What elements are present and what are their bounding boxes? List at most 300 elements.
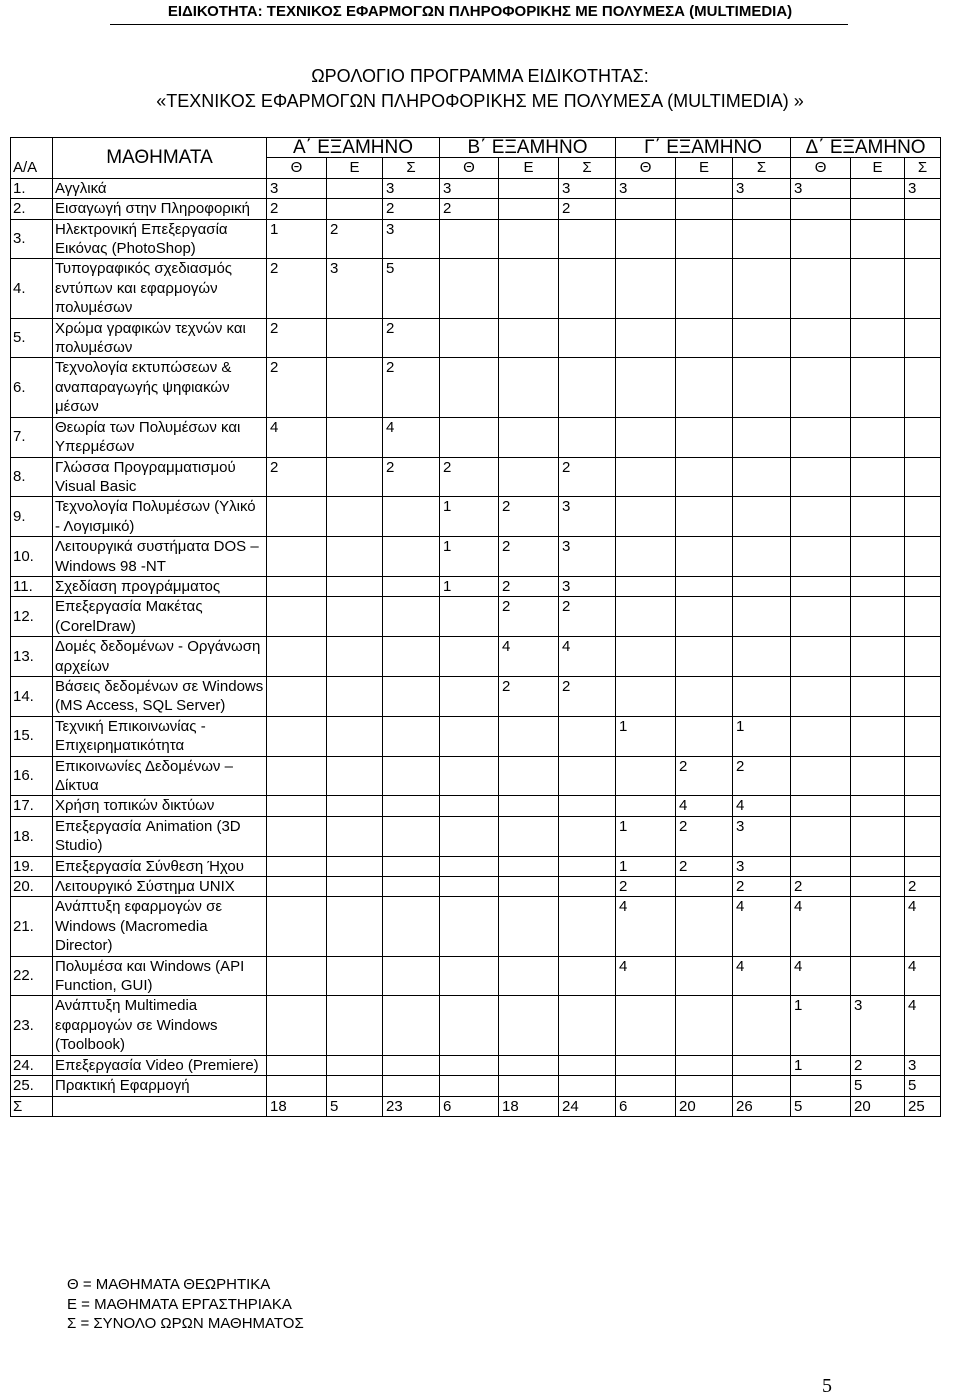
hours-cell: 2 bbox=[905, 877, 941, 897]
hours-cell bbox=[267, 996, 327, 1055]
hours-cell bbox=[267, 676, 327, 716]
hours-cell bbox=[791, 417, 851, 457]
row-number: 2. bbox=[11, 199, 53, 219]
hours-cell bbox=[559, 716, 616, 756]
hours-cell bbox=[851, 199, 905, 219]
subject-name: Δομές δεδομένων - Οργάνωση αρχείων bbox=[53, 637, 267, 677]
hours-cell bbox=[733, 417, 791, 457]
subject-name: Επεξεργασία Video (Premiere) bbox=[53, 1055, 267, 1075]
table-row bbox=[11, 956, 941, 996]
hours-cell bbox=[905, 417, 941, 457]
hours-cell bbox=[499, 996, 559, 1055]
hours-cell bbox=[905, 756, 941, 796]
table-row bbox=[11, 877, 941, 897]
hours-cell: 2 bbox=[383, 358, 440, 417]
hours-cell: 3 bbox=[733, 178, 791, 198]
hours-cell bbox=[559, 417, 616, 457]
hours-cell bbox=[327, 497, 383, 537]
subheader-cell: Ε bbox=[499, 158, 559, 178]
hours-cell: 1 bbox=[440, 537, 499, 577]
hours-cell: 4 bbox=[905, 897, 941, 956]
hours-cell: 20 bbox=[851, 1096, 905, 1116]
hours-cell bbox=[327, 856, 383, 876]
hours-cell bbox=[327, 676, 383, 716]
subheader-cell: Ε bbox=[851, 158, 905, 178]
table-row bbox=[11, 637, 941, 677]
schedule-table bbox=[10, 137, 941, 1117]
legend-lab: Ε = ΜΑΘΗΜΑΤΑ ΕΡΓΑΣΤΗΡΙΑΚΑ bbox=[67, 1295, 292, 1313]
hours-cell: 2 bbox=[499, 676, 559, 716]
hours-cell: 2 bbox=[383, 457, 440, 497]
hours-cell: 1 bbox=[733, 716, 791, 756]
hours-cell: 3 bbox=[383, 219, 440, 259]
hours-cell bbox=[327, 1076, 383, 1096]
hours-cell bbox=[733, 497, 791, 537]
hours-cell bbox=[733, 219, 791, 259]
hours-cell: 4 bbox=[616, 956, 676, 996]
hours-cell bbox=[499, 358, 559, 417]
legend bbox=[67, 1275, 304, 1334]
row-number: 21. bbox=[11, 897, 53, 956]
row-number: 7. bbox=[11, 417, 53, 457]
hours-cell bbox=[733, 1076, 791, 1096]
semester-c-header: Γ΄ ΕΞΑΜΗΝΟ bbox=[616, 138, 791, 158]
hours-cell bbox=[440, 318, 499, 358]
row-number: 24. bbox=[11, 1055, 53, 1075]
subject-name: Τυπογραφικός σχεδιασμός εντύπων και εφαρμογών πολυμέσων bbox=[53, 259, 267, 318]
hours-cell bbox=[616, 1076, 676, 1096]
hours-cell: 24 bbox=[559, 1096, 616, 1116]
hours-cell bbox=[267, 877, 327, 897]
hours-cell bbox=[327, 597, 383, 637]
hours-cell bbox=[499, 716, 559, 756]
hours-cell bbox=[676, 358, 733, 417]
hours-cell bbox=[905, 716, 941, 756]
hours-cell bbox=[383, 756, 440, 796]
hours-cell bbox=[905, 318, 941, 358]
hours-cell bbox=[327, 178, 383, 198]
hours-cell bbox=[267, 816, 327, 856]
hours-cell bbox=[327, 897, 383, 956]
hours-cell bbox=[327, 417, 383, 457]
hours-cell bbox=[327, 796, 383, 816]
hours-cell bbox=[616, 597, 676, 637]
subject-name: Πολυμέσα και Windows (API Function, GUI) bbox=[53, 956, 267, 996]
row-number: 8. bbox=[11, 457, 53, 497]
subject-name: Επικοινωνίες Δεδομένων – Δίκτυα bbox=[53, 756, 267, 796]
table-body bbox=[11, 178, 941, 1116]
hours-cell bbox=[440, 417, 499, 457]
hours-cell: 2 bbox=[267, 318, 327, 358]
hours-cell bbox=[733, 358, 791, 417]
hours-cell bbox=[851, 796, 905, 816]
document-title: ΩΡΟΛΟΓΙΟ ΠΡΟΓΡΑΜΜΑ ΕΙΔΙΚΟΤΗΤΑΣ: bbox=[311, 66, 649, 86]
hours-cell: 2 bbox=[383, 199, 440, 219]
hours-cell bbox=[791, 796, 851, 816]
hours-cell bbox=[440, 796, 499, 816]
hours-cell bbox=[267, 796, 327, 816]
table-row bbox=[11, 457, 941, 497]
subheader-cell: Θ bbox=[267, 158, 327, 178]
row-number: 22. bbox=[11, 956, 53, 996]
hours-cell bbox=[440, 259, 499, 318]
subject-name: Ηλεκτρονική Επεξεργασία Εικόνας (PhotoShop) bbox=[53, 219, 267, 259]
hours-cell: 25 bbox=[905, 1096, 941, 1116]
row-number: 17. bbox=[11, 796, 53, 816]
hours-cell: 1 bbox=[791, 996, 851, 1055]
hours-cell bbox=[616, 457, 676, 497]
hours-cell bbox=[267, 856, 327, 876]
table-row bbox=[11, 178, 941, 198]
hours-cell: 4 bbox=[499, 637, 559, 677]
hours-cell bbox=[851, 897, 905, 956]
hours-cell: 2 bbox=[559, 457, 616, 497]
hours-cell bbox=[616, 318, 676, 358]
hours-cell bbox=[791, 816, 851, 856]
hours-cell bbox=[733, 1055, 791, 1075]
table-row bbox=[11, 716, 941, 756]
hours-cell bbox=[383, 1076, 440, 1096]
hours-cell bbox=[791, 318, 851, 358]
hours-cell bbox=[499, 956, 559, 996]
hours-cell bbox=[791, 1076, 851, 1096]
hours-cell bbox=[733, 576, 791, 596]
row-number: 10. bbox=[11, 537, 53, 577]
row-number: 5. bbox=[11, 318, 53, 358]
hours-cell bbox=[905, 856, 941, 876]
hours-cell bbox=[616, 576, 676, 596]
hours-cell: 1 bbox=[616, 856, 676, 876]
hours-cell bbox=[733, 597, 791, 637]
hours-cell bbox=[791, 219, 851, 259]
hours-cell: 20 bbox=[676, 1096, 733, 1116]
hours-cell: 5 bbox=[327, 1096, 383, 1116]
hours-cell bbox=[383, 856, 440, 876]
hours-cell: 2 bbox=[616, 877, 676, 897]
table-row bbox=[11, 576, 941, 596]
hours-cell bbox=[851, 576, 905, 596]
hours-cell bbox=[267, 897, 327, 956]
hours-cell: 18 bbox=[267, 1096, 327, 1116]
hours-cell bbox=[851, 676, 905, 716]
hours-cell: 4 bbox=[905, 996, 941, 1055]
hours-cell bbox=[851, 219, 905, 259]
hours-cell bbox=[499, 877, 559, 897]
hours-cell: 4 bbox=[383, 417, 440, 457]
hours-cell bbox=[676, 676, 733, 716]
hours-cell: 6 bbox=[440, 1096, 499, 1116]
hours-cell bbox=[851, 956, 905, 996]
hours-cell bbox=[559, 897, 616, 956]
hours-cell bbox=[327, 457, 383, 497]
hours-cell: 2 bbox=[733, 877, 791, 897]
hours-cell: 1 bbox=[440, 497, 499, 537]
hours-cell bbox=[676, 637, 733, 677]
subject-name: Σχεδίαση προγράμματος bbox=[53, 576, 267, 596]
hours-cell bbox=[440, 816, 499, 856]
col-aa-header: Α/Α bbox=[11, 138, 53, 179]
subject-name: Τεχνική Επικοινωνίας - Επιχειρηματικότητα bbox=[53, 716, 267, 756]
hours-cell bbox=[440, 1055, 499, 1075]
hours-cell: 2 bbox=[559, 199, 616, 219]
hours-cell: 2 bbox=[499, 537, 559, 577]
hours-cell bbox=[383, 676, 440, 716]
hours-cell bbox=[616, 676, 676, 716]
hours-cell bbox=[733, 259, 791, 318]
subject-name: Θεωρία των Πολυμέσων και Υπερμέσων bbox=[53, 417, 267, 457]
hours-cell: 2 bbox=[440, 199, 499, 219]
hours-cell bbox=[440, 996, 499, 1055]
hours-cell bbox=[733, 996, 791, 1055]
hours-cell bbox=[791, 597, 851, 637]
hours-cell bbox=[733, 676, 791, 716]
table-row bbox=[11, 358, 941, 417]
row-number: 14. bbox=[11, 676, 53, 716]
hours-cell bbox=[327, 576, 383, 596]
hours-cell: 6 bbox=[616, 1096, 676, 1116]
hours-cell: 3 bbox=[559, 537, 616, 577]
legend-total: Σ = ΣΥΝΟΛΟ ΩΡΩΝ ΜΑΘΗΜΑΤΟΣ bbox=[67, 1315, 304, 1332]
subject-name: Ανάπτυξη Multimedia εφαρμογών σε Windows (Toolbook) bbox=[53, 996, 267, 1055]
hours-cell bbox=[905, 457, 941, 497]
hours-cell: 4 bbox=[733, 956, 791, 996]
hours-cell: 4 bbox=[559, 637, 616, 677]
hours-cell bbox=[327, 358, 383, 417]
hours-cell bbox=[616, 756, 676, 796]
hours-cell bbox=[327, 877, 383, 897]
hours-cell bbox=[327, 318, 383, 358]
hours-cell: 5 bbox=[791, 1096, 851, 1116]
hours-cell: 2 bbox=[676, 816, 733, 856]
hours-cell bbox=[791, 358, 851, 417]
table-row bbox=[11, 417, 941, 457]
hours-cell bbox=[559, 318, 616, 358]
hours-cell bbox=[440, 877, 499, 897]
subject-name: Αγγλικά bbox=[53, 178, 267, 198]
row-number: 4. bbox=[11, 259, 53, 318]
hours-cell: 3 bbox=[267, 178, 327, 198]
hours-cell: 4 bbox=[733, 897, 791, 956]
hours-cell bbox=[559, 219, 616, 259]
hours-cell bbox=[440, 956, 499, 996]
hours-cell bbox=[851, 259, 905, 318]
hours-cell bbox=[733, 199, 791, 219]
hours-cell bbox=[733, 537, 791, 577]
hours-cell bbox=[383, 1055, 440, 1075]
hours-cell: 4 bbox=[791, 956, 851, 996]
hours-cell: 3 bbox=[559, 497, 616, 537]
subject-name: Λειτουργικά συστήματα DOS – Windows 98 -NT bbox=[53, 537, 267, 577]
table-row bbox=[11, 796, 941, 816]
subject-name: Γλώσσα Προγραμματισμού Visual Basic bbox=[53, 457, 267, 497]
subheader-cell: Ε bbox=[327, 158, 383, 178]
hours-cell: 4 bbox=[267, 417, 327, 457]
document-subtitle: «ΤΕΧΝΙΚΟΣ ΕΦΑΡΜΟΓΩΝ ΠΛΗΡΟΦΟΡΙΚΗΣ ΜΕ ΠΟΛΥΜΕΣΑ (MULTIMEDIA) » bbox=[156, 91, 804, 111]
subject-name: Τεχνολογία εκτυπώσεων & αναπαραγωγής ψηφιακών μέσων bbox=[53, 358, 267, 417]
hours-cell: 18 bbox=[499, 1096, 559, 1116]
hours-cell bbox=[905, 537, 941, 577]
hours-cell bbox=[267, 1076, 327, 1096]
hours-cell: 3 bbox=[851, 996, 905, 1055]
hours-cell bbox=[383, 597, 440, 637]
hours-cell bbox=[616, 199, 676, 219]
table-row bbox=[11, 597, 941, 637]
hours-cell bbox=[676, 597, 733, 637]
row-number: 18. bbox=[11, 816, 53, 856]
hours-cell bbox=[851, 358, 905, 417]
hours-cell: 3 bbox=[616, 178, 676, 198]
page-header: ΕΙΔΙΚΟΤΗΤΑ: ΤΕΧΝΙΚΟΣ ΕΦΑΡΜΟΓΩΝ ΠΛΗΡΟΦΟΡΙΚΗΣ ΜΕ ΠΟΛΥΜΕΣΑ (MULTIMEDIA) bbox=[167, 3, 793, 20]
hours-cell bbox=[499, 199, 559, 219]
hours-cell bbox=[440, 756, 499, 796]
table-row bbox=[11, 537, 941, 577]
row-number: 19. bbox=[11, 856, 53, 876]
hours-cell bbox=[559, 877, 616, 897]
hours-cell bbox=[440, 637, 499, 677]
subheader-cell: Σ bbox=[905, 158, 941, 178]
hours-cell bbox=[851, 497, 905, 537]
hours-cell bbox=[267, 1055, 327, 1075]
hours-cell bbox=[791, 637, 851, 677]
hours-cell bbox=[905, 576, 941, 596]
table-row bbox=[11, 199, 941, 219]
hours-cell bbox=[327, 1055, 383, 1075]
hours-cell: 2 bbox=[851, 1055, 905, 1075]
hours-cell bbox=[559, 259, 616, 318]
hours-cell bbox=[616, 537, 676, 577]
subject-name: Τεχνολογία Πολυμέσων (Υλικό - Λογισμικό) bbox=[53, 497, 267, 537]
row-number: 25. bbox=[11, 1076, 53, 1096]
header-rule bbox=[110, 24, 848, 25]
hours-cell bbox=[327, 996, 383, 1055]
hours-cell bbox=[440, 676, 499, 716]
hours-cell bbox=[327, 756, 383, 796]
hours-cell bbox=[499, 259, 559, 318]
hours-cell bbox=[791, 856, 851, 876]
hours-cell: 1 bbox=[440, 576, 499, 596]
hours-cell bbox=[616, 637, 676, 677]
hours-cell bbox=[791, 457, 851, 497]
row-number: 16. bbox=[11, 756, 53, 796]
hours-cell: 1 bbox=[791, 1055, 851, 1075]
hours-cell bbox=[676, 1055, 733, 1075]
hours-cell: 3 bbox=[327, 259, 383, 318]
hours-cell bbox=[559, 816, 616, 856]
hours-cell bbox=[499, 457, 559, 497]
hours-cell bbox=[851, 716, 905, 756]
hours-cell bbox=[383, 897, 440, 956]
hours-cell bbox=[851, 417, 905, 457]
hours-cell bbox=[440, 597, 499, 637]
hours-cell bbox=[559, 756, 616, 796]
hours-cell bbox=[559, 856, 616, 876]
hours-cell bbox=[616, 358, 676, 417]
hours-cell bbox=[905, 597, 941, 637]
hours-cell: 1 bbox=[267, 219, 327, 259]
hours-cell: 3 bbox=[905, 178, 941, 198]
hours-cell bbox=[791, 199, 851, 219]
table-row bbox=[11, 1076, 941, 1096]
hours-cell: 4 bbox=[791, 897, 851, 956]
hours-cell: 2 bbox=[327, 219, 383, 259]
hours-cell bbox=[791, 756, 851, 796]
hours-cell bbox=[676, 716, 733, 756]
hours-cell bbox=[327, 816, 383, 856]
hours-cell bbox=[383, 956, 440, 996]
row-number: 11. bbox=[11, 576, 53, 596]
hours-cell bbox=[440, 716, 499, 756]
hours-cell: 3 bbox=[440, 178, 499, 198]
subject-name: Χρήση τοπικών δικτύων bbox=[53, 796, 267, 816]
table-row bbox=[11, 897, 941, 956]
hours-cell bbox=[383, 996, 440, 1055]
hours-cell bbox=[676, 318, 733, 358]
subject-name: Επεξεργασία Σύνθεση Ήχου bbox=[53, 856, 267, 876]
hours-cell bbox=[499, 816, 559, 856]
hours-cell bbox=[440, 856, 499, 876]
table-row bbox=[11, 318, 941, 358]
hours-cell: 2 bbox=[559, 597, 616, 637]
hours-cell bbox=[851, 537, 905, 577]
table-row bbox=[11, 497, 941, 537]
row-number: 23. bbox=[11, 996, 53, 1055]
hours-cell: 3 bbox=[559, 576, 616, 596]
hours-cell bbox=[327, 716, 383, 756]
hours-cell bbox=[676, 576, 733, 596]
hours-cell bbox=[851, 756, 905, 796]
hours-cell bbox=[733, 457, 791, 497]
hours-cell bbox=[499, 897, 559, 956]
table-row bbox=[11, 219, 941, 259]
hours-cell: 2 bbox=[559, 676, 616, 716]
hours-cell bbox=[676, 219, 733, 259]
hours-cell bbox=[851, 178, 905, 198]
hours-cell bbox=[676, 956, 733, 996]
hours-cell bbox=[905, 637, 941, 677]
hours-cell: 4 bbox=[676, 796, 733, 816]
hours-cell bbox=[733, 318, 791, 358]
subject-name: Επεξεργασία Animation (3D Studio) bbox=[53, 816, 267, 856]
subheader-cell: Σ bbox=[733, 158, 791, 178]
hours-cell: 2 bbox=[440, 457, 499, 497]
table-row bbox=[11, 1096, 941, 1116]
hours-cell bbox=[791, 259, 851, 318]
hours-cell: 3 bbox=[559, 178, 616, 198]
hours-cell bbox=[383, 796, 440, 816]
hours-cell bbox=[440, 219, 499, 259]
hours-cell bbox=[267, 756, 327, 796]
hours-cell bbox=[559, 358, 616, 417]
subheader-cell: Θ bbox=[440, 158, 499, 178]
hours-cell bbox=[499, 1076, 559, 1096]
hours-cell: 4 bbox=[733, 796, 791, 816]
table-row bbox=[11, 816, 941, 856]
subheader-cell: Σ bbox=[559, 158, 616, 178]
col-subjects-header: ΜΑΘΗΜΑΤΑ bbox=[53, 138, 267, 179]
row-number: Σ bbox=[11, 1096, 53, 1116]
subject-name: Βάσεις δεδομένων σε Windows (MS Access, SQL Server) bbox=[53, 676, 267, 716]
hours-cell bbox=[905, 497, 941, 537]
hours-cell bbox=[616, 1055, 676, 1075]
row-number: 12. bbox=[11, 597, 53, 637]
hours-cell bbox=[791, 537, 851, 577]
hours-cell bbox=[905, 796, 941, 816]
hours-cell bbox=[616, 996, 676, 1055]
hours-cell: 2 bbox=[267, 457, 327, 497]
subheader-cell: Θ bbox=[616, 158, 676, 178]
hours-cell bbox=[267, 576, 327, 596]
hours-cell bbox=[616, 417, 676, 457]
